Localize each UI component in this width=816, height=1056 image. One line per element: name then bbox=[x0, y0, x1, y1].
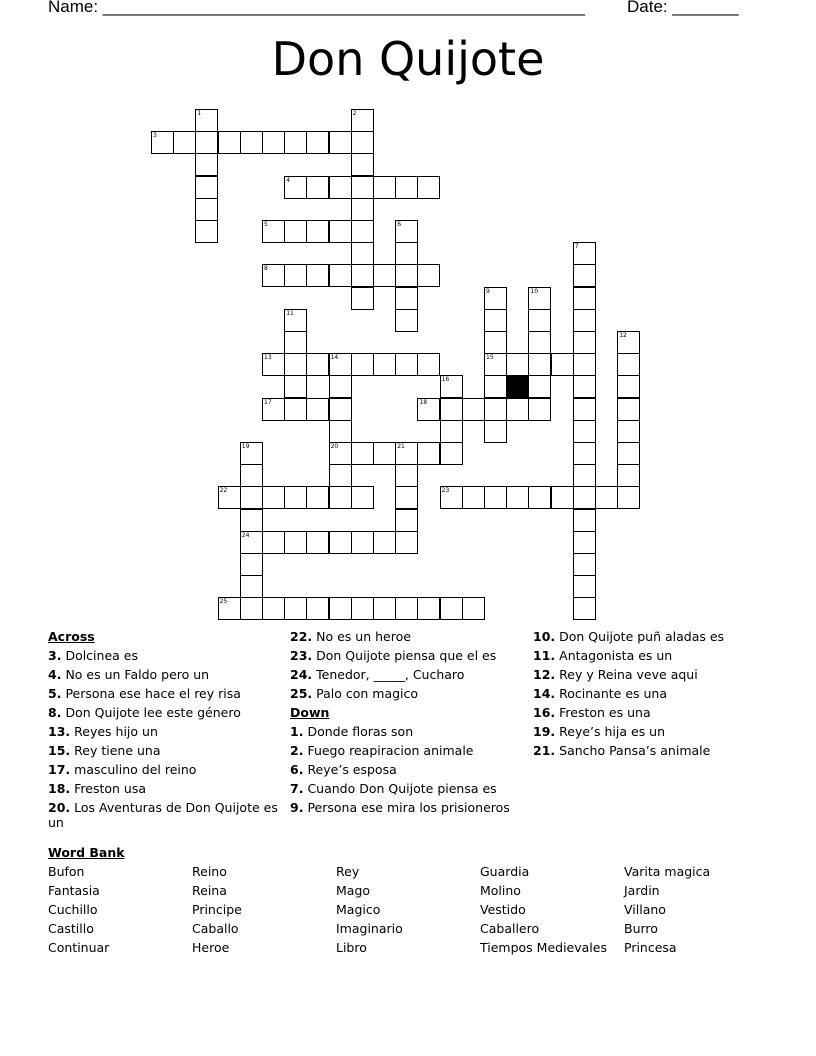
across-clue-23: 23. Don Quijote piensa que el es bbox=[290, 648, 497, 663]
crossword-cell[interactable] bbox=[506, 398, 529, 421]
crossword-cell[interactable] bbox=[351, 531, 374, 554]
crossword-cell[interactable] bbox=[462, 486, 485, 509]
word-bank-item: Reina bbox=[192, 883, 227, 898]
clue-number: 12 bbox=[619, 332, 627, 339]
crossword-cell[interactable] bbox=[329, 398, 352, 421]
word-bank-item: Libro bbox=[336, 940, 367, 955]
crossword-cell[interactable] bbox=[528, 331, 551, 354]
crossword-cell[interactable] bbox=[329, 464, 352, 487]
word-bank-item: Cuchillo bbox=[48, 902, 98, 917]
crossword-cell[interactable] bbox=[440, 486, 463, 509]
word-bank-item: Rey bbox=[336, 864, 360, 879]
crossword-cell[interactable] bbox=[551, 486, 574, 509]
down-clue-7: 7. Cuando Don Quijote piensa es bbox=[290, 781, 497, 796]
clue-number: 22 bbox=[219, 487, 228, 495]
across-clue-20: 20. Los Aventuras de Don Quijote es un bbox=[48, 800, 278, 830]
crossword-cell[interactable] bbox=[506, 353, 529, 376]
word-bank bbox=[48, 843, 768, 957]
clue-number: 9 bbox=[486, 287, 490, 295]
clue-number: 6 bbox=[397, 221, 402, 228]
crossword-cell[interactable] bbox=[528, 375, 551, 398]
crossword-cell[interactable] bbox=[373, 531, 396, 554]
across-clue-15: 15. Rey tiene una bbox=[48, 743, 161, 758]
down-clue-16: 16. Freston es una bbox=[533, 705, 651, 720]
down-clue-21: 21. Sancho Pansa’s animale bbox=[533, 743, 711, 758]
crossword-cell[interactable] bbox=[351, 131, 374, 154]
clues-column-1 bbox=[48, 627, 280, 832]
crossword-cell[interactable] bbox=[329, 442, 352, 465]
crossword-cell[interactable] bbox=[218, 597, 241, 620]
crossword-cell[interactable] bbox=[373, 353, 396, 376]
clue-number: 17 bbox=[264, 398, 272, 406]
clue-number: 4 bbox=[286, 176, 291, 184]
crossword-cell[interactable] bbox=[573, 375, 596, 398]
crossword-cell[interactable] bbox=[617, 464, 640, 487]
across-clue-17: 17. masculino del reino bbox=[48, 762, 197, 777]
crossword-cell[interactable] bbox=[351, 242, 374, 265]
crossword-cell[interactable] bbox=[417, 398, 440, 421]
crossword-cell[interactable] bbox=[462, 597, 485, 620]
across-clue-4: 4. No es un Faldo pero un bbox=[48, 667, 210, 682]
crossword-cell[interactable] bbox=[528, 309, 551, 332]
crossword-cell[interactable] bbox=[528, 486, 551, 509]
clue-number: 11 bbox=[286, 309, 294, 317]
crossword-cell[interactable] bbox=[329, 531, 352, 554]
crossword-cell[interactable] bbox=[573, 398, 596, 421]
crossword-cell[interactable] bbox=[351, 353, 374, 376]
crossword-cell[interactable] bbox=[573, 486, 596, 509]
crossword-cell[interactable] bbox=[284, 309, 307, 332]
date-label: Date: _______ bbox=[627, 0, 739, 16]
crossword-cell[interactable] bbox=[484, 486, 507, 509]
crossword-cell[interactable] bbox=[195, 220, 218, 243]
down-clue-12: 12. Rey y Reina veve aqui bbox=[533, 667, 698, 682]
crossword-cell[interactable] bbox=[395, 531, 418, 554]
crossword-cell[interactable] bbox=[417, 442, 440, 465]
crossword-cell[interactable] bbox=[329, 131, 352, 154]
clue-number: 18 bbox=[419, 398, 428, 406]
crossword-cell[interactable] bbox=[284, 131, 307, 154]
crossword-cell[interactable] bbox=[440, 398, 463, 421]
crossword-cell[interactable] bbox=[528, 398, 551, 421]
crossword-cell[interactable] bbox=[617, 420, 640, 443]
crossword-cell[interactable] bbox=[484, 398, 507, 421]
crossword-cell[interactable] bbox=[573, 287, 596, 310]
crossword-cell[interactable] bbox=[306, 176, 329, 199]
crossword-cell[interactable] bbox=[306, 353, 329, 376]
crossword-cell[interactable] bbox=[195, 153, 218, 176]
crossword-cell[interactable] bbox=[306, 597, 329, 620]
crossword-cell[interactable] bbox=[573, 242, 596, 265]
crossword-cell[interactable] bbox=[306, 220, 329, 243]
crossword-cell[interactable] bbox=[417, 176, 440, 199]
crossword-cell[interactable] bbox=[351, 176, 374, 199]
crossword-cell[interactable] bbox=[351, 198, 374, 221]
across-clue-25: 25. Palo con magico bbox=[290, 686, 419, 701]
clue-number: 13 bbox=[264, 354, 272, 362]
clue-number: 5 bbox=[264, 221, 268, 228]
crossword-cell[interactable] bbox=[351, 486, 374, 509]
crossword-cell[interactable] bbox=[262, 531, 285, 554]
crossword-cell[interactable] bbox=[329, 597, 352, 620]
crossword-cell[interactable] bbox=[240, 531, 263, 554]
crossword-cell[interactable] bbox=[262, 264, 285, 287]
crossword-cell[interactable] bbox=[306, 398, 329, 421]
word-bank-item: Reino bbox=[192, 864, 227, 879]
word-bank-heading: Word Bank bbox=[48, 845, 125, 860]
crossword-cell[interactable] bbox=[351, 287, 374, 310]
crossword-cell[interactable] bbox=[484, 287, 507, 310]
crossword-cell[interactable] bbox=[573, 353, 596, 376]
crossword-cell[interactable] bbox=[262, 597, 285, 620]
down-clue-11: 11. Antagonista es un bbox=[533, 648, 673, 663]
crossword-cell[interactable] bbox=[151, 131, 174, 154]
clue-number: 2 bbox=[352, 110, 357, 117]
crossword-cell[interactable] bbox=[573, 331, 596, 354]
crossword-cell[interactable] bbox=[306, 531, 329, 554]
crossword-cell[interactable] bbox=[395, 176, 418, 199]
crossword-cell[interactable] bbox=[573, 442, 596, 465]
crossword-cell[interactable] bbox=[218, 131, 241, 154]
crossword-cell[interactable] bbox=[506, 486, 529, 509]
word-bank-item: Burro bbox=[624, 921, 658, 936]
crossword-cell[interactable] bbox=[395, 597, 418, 620]
crossword-cell[interactable] bbox=[351, 220, 374, 243]
clue-number: 1 bbox=[197, 110, 202, 117]
word-bank-item: Varita magica bbox=[624, 864, 711, 879]
clue-number: 7 bbox=[574, 243, 579, 251]
clue-number: 20 bbox=[330, 443, 339, 450]
crossword-cell[interactable] bbox=[240, 575, 263, 598]
crossword-cell[interactable] bbox=[218, 486, 241, 509]
crossword-cell[interactable] bbox=[329, 486, 352, 509]
crossword-cell[interactable] bbox=[195, 198, 218, 221]
crossword-cell[interactable] bbox=[395, 309, 418, 332]
word-bank-item: Continuar bbox=[48, 940, 110, 955]
crossword-cell[interactable] bbox=[240, 131, 263, 154]
word-bank-item: Vestido bbox=[480, 902, 526, 917]
crossword-cell[interactable] bbox=[551, 353, 574, 376]
across-clue-3: 3. Dolcinea es bbox=[48, 648, 138, 663]
crossword-cell[interactable] bbox=[484, 375, 507, 398]
across-clue-13: 13. Reyes hijo un bbox=[48, 724, 158, 739]
crossword-cell[interactable] bbox=[284, 486, 307, 509]
crossword-cell[interactable] bbox=[262, 398, 285, 421]
crossword-cell[interactable] bbox=[617, 375, 640, 398]
across-clue-22: 22. No es un heroe bbox=[290, 629, 411, 644]
crossword-cell[interactable] bbox=[395, 464, 418, 487]
clue-number: 19 bbox=[241, 443, 250, 450]
crossword-cell[interactable] bbox=[329, 353, 352, 376]
crossword-cell[interactable] bbox=[395, 242, 418, 265]
crossword-cell[interactable] bbox=[462, 398, 485, 421]
word-bank-item: Caballo bbox=[192, 921, 239, 936]
word-bank-item: Castillo bbox=[48, 921, 94, 936]
crossword-cell[interactable] bbox=[173, 131, 196, 154]
word-bank-item: Mago bbox=[336, 883, 371, 898]
clue-number: 3 bbox=[153, 132, 157, 140]
crossword-cell[interactable] bbox=[395, 287, 418, 310]
crossword-cell[interactable] bbox=[395, 220, 418, 243]
crossword-cell[interactable] bbox=[329, 220, 352, 243]
crossword-cell[interactable] bbox=[573, 553, 596, 576]
crossword-cell[interactable] bbox=[284, 398, 307, 421]
crossword-cell[interactable] bbox=[417, 597, 440, 620]
down-heading: Down bbox=[290, 705, 330, 720]
crossword-cell[interactable] bbox=[417, 353, 440, 376]
crossword-cell[interactable] bbox=[284, 597, 307, 620]
word-bank-item: Princesa bbox=[624, 940, 677, 955]
word-bank-item: Fantasia bbox=[48, 883, 100, 898]
crossword-cell[interactable] bbox=[484, 353, 507, 376]
crossword-cell[interactable] bbox=[195, 176, 218, 199]
crossword-cell[interactable] bbox=[395, 486, 418, 509]
crossword-cell[interactable] bbox=[573, 264, 596, 287]
down-clue-14: 14. Rocinante es una bbox=[533, 686, 668, 701]
crossword-cell[interactable] bbox=[240, 442, 263, 465]
crossword-cell[interactable] bbox=[528, 353, 551, 376]
crossword-cell[interactable] bbox=[329, 264, 352, 287]
word-bank-item: Heroe bbox=[192, 940, 230, 955]
crossword-cell[interactable] bbox=[595, 486, 618, 509]
crossword-cell[interactable] bbox=[395, 353, 418, 376]
crossword-cell[interactable] bbox=[417, 264, 440, 287]
word-bank-item: Caballero bbox=[480, 921, 540, 936]
crossword-cell[interactable] bbox=[240, 553, 263, 576]
crossword-cell[interactable] bbox=[617, 486, 640, 509]
crossword-cell[interactable] bbox=[195, 131, 218, 154]
crossword-cell[interactable] bbox=[195, 109, 218, 132]
crossword-cell[interactable] bbox=[351, 597, 374, 620]
word-bank-item: Molino bbox=[480, 883, 521, 898]
crossword-cell[interactable] bbox=[262, 220, 285, 243]
crossword-cell[interactable] bbox=[440, 597, 463, 620]
crossword-cell[interactable] bbox=[284, 176, 307, 199]
crossword-cell[interactable] bbox=[351, 109, 374, 132]
crossword-cell[interactable] bbox=[484, 420, 507, 443]
word-bank-item: Magico bbox=[336, 902, 381, 917]
crossword-cell[interactable] bbox=[240, 464, 263, 487]
clue-number: 23 bbox=[441, 487, 450, 495]
down-clue-6: 6. Reye’s esposa bbox=[290, 762, 397, 777]
clue-number: 24 bbox=[241, 531, 250, 539]
crossword-cell[interactable] bbox=[284, 264, 307, 287]
word-bank-item: Imaginario bbox=[336, 921, 403, 936]
crossword-cell[interactable] bbox=[617, 398, 640, 421]
crossword-cell[interactable] bbox=[528, 287, 551, 310]
crossword-cell[interactable] bbox=[262, 353, 285, 376]
across-clue-8: 8. Don Quijote lee este género bbox=[48, 705, 241, 720]
crossword-cell[interactable] bbox=[262, 486, 285, 509]
across-clue-18: 18. Freston usa bbox=[48, 781, 147, 796]
crossword-cell[interactable] bbox=[284, 220, 307, 243]
word-bank-item: Jardin bbox=[624, 883, 660, 898]
word-bank-item: Principe bbox=[192, 902, 242, 917]
crossword-cell[interactable] bbox=[329, 375, 352, 398]
crossword-cell[interactable] bbox=[306, 264, 329, 287]
clue-number: 8 bbox=[264, 265, 268, 273]
crossword-cell[interactable] bbox=[240, 597, 263, 620]
crossword-cell[interactable] bbox=[440, 420, 463, 443]
across-clue-24: 24. Tenedor, _____, Cucharo bbox=[290, 667, 465, 682]
crossword-cell[interactable] bbox=[306, 486, 329, 509]
crossword-cell[interactable] bbox=[573, 531, 596, 554]
page-title: Don Quijote bbox=[271, 32, 545, 86]
crossword-black-cell bbox=[506, 375, 529, 398]
crossword-cell[interactable] bbox=[484, 309, 507, 332]
crossword-cell[interactable] bbox=[351, 442, 374, 465]
crossword-cell[interactable] bbox=[573, 420, 596, 443]
clue-number: 10 bbox=[530, 287, 539, 295]
crossword-cell[interactable] bbox=[351, 264, 374, 287]
down-clue-1: 1. Donde floras son bbox=[290, 724, 414, 739]
crossword-cell[interactable] bbox=[573, 575, 596, 598]
word-bank-item: Bufon bbox=[48, 864, 85, 879]
crossword-cell[interactable] bbox=[262, 131, 285, 154]
crossword-cell[interactable] bbox=[240, 486, 263, 509]
across-clue-5: 5. Persona ese hace el rey risa bbox=[48, 686, 241, 701]
word-bank-item: Guardia bbox=[480, 864, 530, 879]
crossword-cell[interactable] bbox=[284, 353, 307, 376]
crossword-cell[interactable] bbox=[329, 420, 352, 443]
word-bank-item: Villano bbox=[624, 902, 666, 917]
crossword-cell[interactable] bbox=[373, 597, 396, 620]
crossword-cell[interactable] bbox=[395, 264, 418, 287]
across-heading: Across bbox=[48, 629, 95, 644]
crossword-cell[interactable] bbox=[395, 509, 418, 532]
clues-column-3 bbox=[533, 627, 773, 760]
crossword-cell[interactable] bbox=[395, 442, 418, 465]
word-bank-item: Tiempos Medievales bbox=[480, 940, 607, 955]
down-clue-10: 10. Don Quijote puñ aladas es bbox=[533, 629, 725, 644]
crossword-cell[interactable] bbox=[373, 442, 396, 465]
clue-number: 25 bbox=[219, 598, 228, 606]
crossword-cell[interactable] bbox=[373, 176, 396, 199]
crossword-cell[interactable] bbox=[573, 597, 596, 620]
crossword-cell[interactable] bbox=[573, 509, 596, 532]
crossword-cell[interactable] bbox=[284, 375, 307, 398]
crossword-cell[interactable] bbox=[617, 331, 640, 354]
crossword-cell[interactable] bbox=[284, 331, 307, 354]
clue-number: 16 bbox=[441, 376, 450, 384]
crossword-cell[interactable] bbox=[306, 131, 329, 154]
crossword-cell[interactable] bbox=[617, 353, 640, 376]
name-date-header bbox=[48, 0, 748, 22]
down-clue-9: 9. Persona ese mira los prisioneros bbox=[290, 800, 510, 815]
clue-number: 21 bbox=[397, 443, 405, 450]
clue-number: 15 bbox=[486, 354, 494, 362]
clues-column-2 bbox=[290, 627, 522, 817]
crossword-cell[interactable] bbox=[373, 264, 396, 287]
crossword-cell[interactable] bbox=[284, 531, 307, 554]
clue-number: 14 bbox=[330, 354, 339, 362]
crossword-cell[interactable] bbox=[329, 176, 352, 199]
down-clue-19: 19. Reye’s hija es un bbox=[533, 724, 666, 739]
crossword-cell[interactable] bbox=[573, 464, 596, 487]
crossword-cell[interactable] bbox=[440, 375, 463, 398]
crossword-cell[interactable] bbox=[484, 331, 507, 354]
crossword-cell[interactable] bbox=[573, 309, 596, 332]
name-label: Name: ___________________________________________________ bbox=[48, 0, 585, 16]
crossword-cell[interactable] bbox=[440, 442, 463, 465]
crossword-cell[interactable] bbox=[351, 153, 374, 176]
crossword-cell[interactable] bbox=[240, 509, 263, 532]
down-clue-2: 2. Fuego reapiracion animale bbox=[290, 743, 474, 758]
crossword-cell[interactable] bbox=[617, 442, 640, 465]
